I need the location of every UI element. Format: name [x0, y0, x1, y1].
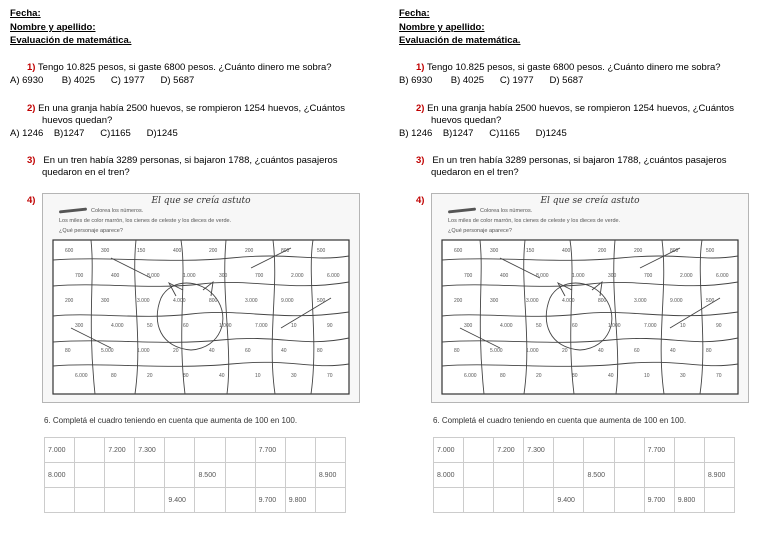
- evaluation-title: Evaluación de matemática.: [10, 35, 132, 46]
- table-cell: [494, 488, 524, 513]
- puzzle-number: 500: [706, 298, 715, 304]
- question-1: [27, 62, 332, 74]
- worksheet-instruction-3: ¿Qué personaje aparece?: [59, 228, 123, 234]
- puzzle-number: 2.000: [291, 273, 304, 279]
- puzzle-number: 400: [500, 273, 509, 279]
- puzzle-number: 3.000: [245, 298, 258, 304]
- question-1-options: B) 6930 B) 4025 C) 1977 D) 5687: [399, 75, 584, 86]
- table-cell: 9.700: [255, 488, 285, 513]
- table-cell: 8.900: [315, 463, 345, 488]
- question-1-number: 1): [416, 62, 425, 73]
- question-3-line2: quedaron en el tren?: [431, 167, 519, 178]
- coloring-worksheet: [431, 193, 749, 403]
- table-row: [434, 488, 735, 513]
- puzzle-number: 1.000: [183, 273, 196, 279]
- puzzle-number: 7.000: [644, 323, 657, 329]
- table-cell: [464, 488, 494, 513]
- puzzle-number: 4.000: [500, 323, 513, 329]
- table-cell: 7.700: [255, 438, 285, 463]
- puzzle-number: 70: [716, 373, 722, 379]
- puzzle-number: 5.000: [101, 348, 114, 354]
- table-cell: [464, 438, 494, 463]
- table-cell: [464, 463, 494, 488]
- puzzle-number: 40: [209, 348, 215, 354]
- puzzle-number: 80: [454, 348, 460, 354]
- puzzle-number: 500: [317, 248, 326, 254]
- puzzle-number: 200: [245, 248, 254, 254]
- evaluation-title: Evaluación de matemática.: [399, 35, 521, 46]
- puzzle-number: 80: [500, 373, 506, 379]
- puzzle-number: 200: [634, 248, 643, 254]
- question-4: [416, 195, 424, 207]
- puzzle-number: 20: [147, 373, 153, 379]
- worksheet-left: [10, 0, 385, 543]
- table-cell: 8.500: [195, 463, 225, 488]
- puzzle-number: 3.000: [137, 298, 150, 304]
- table-cell: [285, 438, 315, 463]
- hundreds-table: [433, 437, 735, 513]
- question-3-line1: En un tren había 3289 personas, si bajaron 1788, ¿cuántos pasajeros: [43, 155, 338, 166]
- puzzle-number: 700: [255, 273, 264, 279]
- puzzle-number: 10: [291, 323, 297, 329]
- table-cell: [75, 463, 105, 488]
- table-cell: 7.300: [524, 438, 554, 463]
- puzzle-number: 400: [111, 273, 120, 279]
- question-4-number: 4): [416, 195, 425, 206]
- hidden-picture-puzzle: [51, 238, 351, 398]
- question-2: [27, 103, 345, 115]
- table-row: [45, 438, 346, 463]
- table-cell: [45, 488, 75, 513]
- table-cell: 7.000: [434, 438, 464, 463]
- puzzle-number: 300: [464, 323, 473, 329]
- table-cell: 7.700: [644, 438, 674, 463]
- table-cell: [704, 488, 734, 513]
- table-cell: [524, 488, 554, 513]
- table-cell: [285, 463, 315, 488]
- puzzle-number: 600: [454, 248, 463, 254]
- puzzle-number: 80: [706, 348, 712, 354]
- puzzle-number: 80: [317, 348, 323, 354]
- puzzle-number: 1.000: [526, 348, 539, 354]
- table-cell: [524, 463, 554, 488]
- table-cell: [195, 438, 225, 463]
- puzzle-number: 40: [219, 373, 225, 379]
- puzzle-number: 10: [644, 373, 650, 379]
- table-cell: [614, 463, 644, 488]
- question-3: [416, 155, 727, 167]
- table-cell: 9.400: [165, 488, 195, 513]
- table-cell: 9.800: [674, 488, 704, 513]
- puzzle-number: 500: [706, 248, 715, 254]
- puzzle-number: 6.000: [327, 273, 340, 279]
- puzzle-number: 90: [327, 323, 333, 329]
- puzzle-number: 300: [101, 248, 110, 254]
- puzzle-number: 30: [680, 373, 686, 379]
- worksheet-instruction-1: Colorea los números.: [480, 208, 533, 214]
- puzzle-number: 800: [670, 248, 679, 254]
- puzzle-number: 800: [281, 248, 290, 254]
- puzzle-number: 10: [680, 323, 686, 329]
- table-cell: [135, 488, 165, 513]
- table-cell: [584, 438, 614, 463]
- puzzle-number: 300: [608, 273, 617, 279]
- puzzle-number: 7.000: [255, 323, 268, 329]
- puzzle-number: 80: [572, 373, 578, 379]
- name-label: Nombre y apellido:: [399, 22, 485, 33]
- puzzle-number: 60: [245, 348, 251, 354]
- puzzle-number: 3.000: [634, 298, 647, 304]
- puzzle-number: 200: [209, 248, 218, 254]
- puzzle-number: 200: [598, 248, 607, 254]
- puzzle-number: 80: [183, 373, 189, 379]
- table-cell: [584, 488, 614, 513]
- question-2-line1: En una granja había 2500 huevos, se rompieron 1254 huevos, ¿Cuántos: [427, 103, 734, 114]
- puzzle-number: 700: [644, 273, 653, 279]
- question-1: [416, 62, 721, 74]
- table-cell: 8.500: [584, 463, 614, 488]
- table-cell: 9.800: [285, 488, 315, 513]
- question-3-line2: quedaron en el tren?: [42, 167, 130, 178]
- puzzle-number: 600: [65, 248, 74, 254]
- puzzle-number: 150: [137, 248, 146, 254]
- puzzle-number: 500: [317, 298, 326, 304]
- table-row: [45, 488, 346, 513]
- name-label: Nombre y apellido:: [10, 22, 96, 33]
- puzzle-number: 90: [716, 323, 722, 329]
- puzzle-number: 6.000: [75, 373, 88, 379]
- puzzle-number: 300: [75, 323, 84, 329]
- table-cell: 9.400: [554, 488, 584, 513]
- puzzle-number: 6.000: [716, 273, 729, 279]
- puzzle-number: 40: [608, 373, 614, 379]
- puzzle-number: 5.000: [490, 348, 503, 354]
- puzzle-number: 80: [111, 373, 117, 379]
- puzzle-number: 2.000: [680, 273, 693, 279]
- puzzle-number: 40: [598, 348, 604, 354]
- table-cell: 7.200: [105, 438, 135, 463]
- coloring-worksheet: [42, 193, 360, 403]
- puzzle-number: 60: [183, 323, 189, 329]
- table-cell: [554, 438, 584, 463]
- puzzle-number: 3.000: [526, 298, 539, 304]
- puzzle-number: 80: [65, 348, 71, 354]
- table-cell: [554, 463, 584, 488]
- table-cell: [75, 438, 105, 463]
- puzzle-number: 300: [219, 273, 228, 279]
- question-2-number: 2): [416, 103, 425, 114]
- worksheet-right: [399, 0, 768, 543]
- question-2: [416, 103, 734, 115]
- table-cell: 7.300: [135, 438, 165, 463]
- table-cell: 8.900: [704, 463, 734, 488]
- worksheet-title: El que se creía astuto: [151, 196, 251, 206]
- table-cell: [315, 488, 345, 513]
- puzzle-number: 300: [490, 298, 499, 304]
- question-4-number: 4): [27, 195, 36, 206]
- puzzle-number: 1.000: [137, 348, 150, 354]
- puzzle-number: 50: [147, 323, 153, 329]
- puzzle-number: 1.000: [219, 323, 232, 329]
- pencil-icon: [448, 208, 476, 214]
- table-cell: [255, 463, 285, 488]
- table-cell: [195, 488, 225, 513]
- puzzle-number: 200: [65, 298, 74, 304]
- puzzle-number: 4.000: [111, 323, 124, 329]
- table-cell: [494, 463, 524, 488]
- question-1-text: Tengo 10.825 pesos, si gaste 6800 pesos. ¿Cuánto dinero me sobra?: [37, 62, 332, 73]
- table-row: [434, 463, 735, 488]
- worksheet-instruction-3: ¿Qué personaje aparece?: [448, 228, 512, 234]
- puzzle-number: 700: [464, 273, 473, 279]
- worksheet-title: El que se creía astuto: [540, 196, 640, 206]
- puzzle-number: 60: [634, 348, 640, 354]
- question-1-number: 1): [27, 62, 36, 73]
- table-cell: [704, 438, 734, 463]
- pencil-icon: [59, 208, 87, 214]
- exercise-6-instruction: 6. Completá el cuadro teniendo en cuenta que aumenta de 100 en 100.: [433, 416, 687, 425]
- table-row: [434, 438, 735, 463]
- date-label: Fecha:: [10, 8, 41, 19]
- puzzle-number: 50: [536, 323, 542, 329]
- hidden-picture-puzzle: [440, 238, 740, 398]
- table-cell: [225, 438, 255, 463]
- question-1-text: Tengo 10.825 pesos, si gaste 6800 pesos. ¿Cuánto dinero me sobra?: [426, 62, 721, 73]
- table-cell: [674, 463, 704, 488]
- table-cell: [165, 463, 195, 488]
- puzzle-number: 9.000: [281, 298, 294, 304]
- worksheet-instruction-2: Los miles de color marrón, los cienes de celeste y los dieces de verde.: [448, 218, 621, 224]
- question-1-options: A) 6930 B) 4025 C) 1977 D) 5687: [10, 75, 195, 86]
- puzzle-number: 20: [173, 348, 179, 354]
- puzzle-number: 9.000: [670, 298, 683, 304]
- question-2-line1: En una granja había 2500 huevos, se rompieron 1254 huevos, ¿Cuántos: [38, 103, 345, 114]
- puzzle-number: 20: [536, 373, 542, 379]
- table-cell: [315, 438, 345, 463]
- question-3-number: 3): [27, 155, 36, 166]
- worksheet-instruction-2: Los miles de color marrón, los cienes de celeste y los dieces de verde.: [59, 218, 232, 224]
- table-cell: 9.700: [644, 488, 674, 513]
- puzzle-number: 700: [75, 273, 84, 279]
- puzzle-number: 400: [562, 248, 571, 254]
- table-cell: 7.000: [45, 438, 75, 463]
- puzzle-number: 20: [562, 348, 568, 354]
- question-2-number: 2): [27, 103, 36, 114]
- table-cell: [644, 463, 674, 488]
- table-cell: [434, 488, 464, 513]
- table-cell: [614, 488, 644, 513]
- question-2-line2: huevos quedan?: [431, 115, 502, 126]
- puzzle-number: 70: [327, 373, 333, 379]
- table-cell: [674, 438, 704, 463]
- table-cell: [614, 438, 644, 463]
- puzzle-number: 800: [209, 298, 218, 304]
- puzzle-number: 10: [255, 373, 261, 379]
- exercise-6-instruction: 6. Completá el cuadro teniendo en cuenta que aumenta de 100 en 100.: [44, 416, 298, 425]
- table-cell: [225, 488, 255, 513]
- table-cell: [105, 488, 135, 513]
- puzzle-number: 150: [526, 248, 535, 254]
- puzzle-number: 60: [572, 323, 578, 329]
- puzzle-number: 8.000: [147, 273, 160, 279]
- puzzle-number: 6.000: [464, 373, 477, 379]
- puzzle-number: 1.000: [608, 323, 621, 329]
- question-3: [27, 155, 338, 167]
- puzzle-number: 300: [490, 248, 499, 254]
- puzzle-number: 800: [598, 298, 607, 304]
- puzzle-number: 1.000: [572, 273, 585, 279]
- puzzle-number: 4.000: [173, 298, 186, 304]
- worksheet-instruction-1: Colorea los números.: [91, 208, 144, 214]
- puzzle-number: 300: [101, 298, 110, 304]
- puzzle-number: 40: [670, 348, 676, 354]
- table-row: [45, 463, 346, 488]
- hundreds-table: [44, 437, 346, 513]
- question-4: [27, 195, 35, 207]
- table-cell: [225, 463, 255, 488]
- puzzle-number: 30: [291, 373, 297, 379]
- puzzle-number: 40: [281, 348, 287, 354]
- date-label: Fecha:: [399, 8, 430, 19]
- table-cell: [135, 463, 165, 488]
- table-cell: 7.200: [494, 438, 524, 463]
- question-3-line1: En un tren había 3289 personas, si bajaron 1788, ¿cuántos pasajeros: [432, 155, 727, 166]
- table-cell: [165, 438, 195, 463]
- question-2-options: B) 1246 B)1247 C)1165 D)1245: [399, 128, 567, 139]
- table-cell: [75, 488, 105, 513]
- question-2-line2: huevos quedan?: [42, 115, 113, 126]
- puzzle-number: 4.000: [562, 298, 575, 304]
- puzzle-number: 8.000: [536, 273, 549, 279]
- puzzle-number: 400: [173, 248, 182, 254]
- question-3-number: 3): [416, 155, 425, 166]
- question-2-options: A) 1246 B)1247 C)1165 D)1245: [10, 128, 178, 139]
- table-cell: 8.000: [434, 463, 464, 488]
- table-cell: [105, 463, 135, 488]
- puzzle-number: 200: [454, 298, 463, 304]
- table-cell: 8.000: [45, 463, 75, 488]
